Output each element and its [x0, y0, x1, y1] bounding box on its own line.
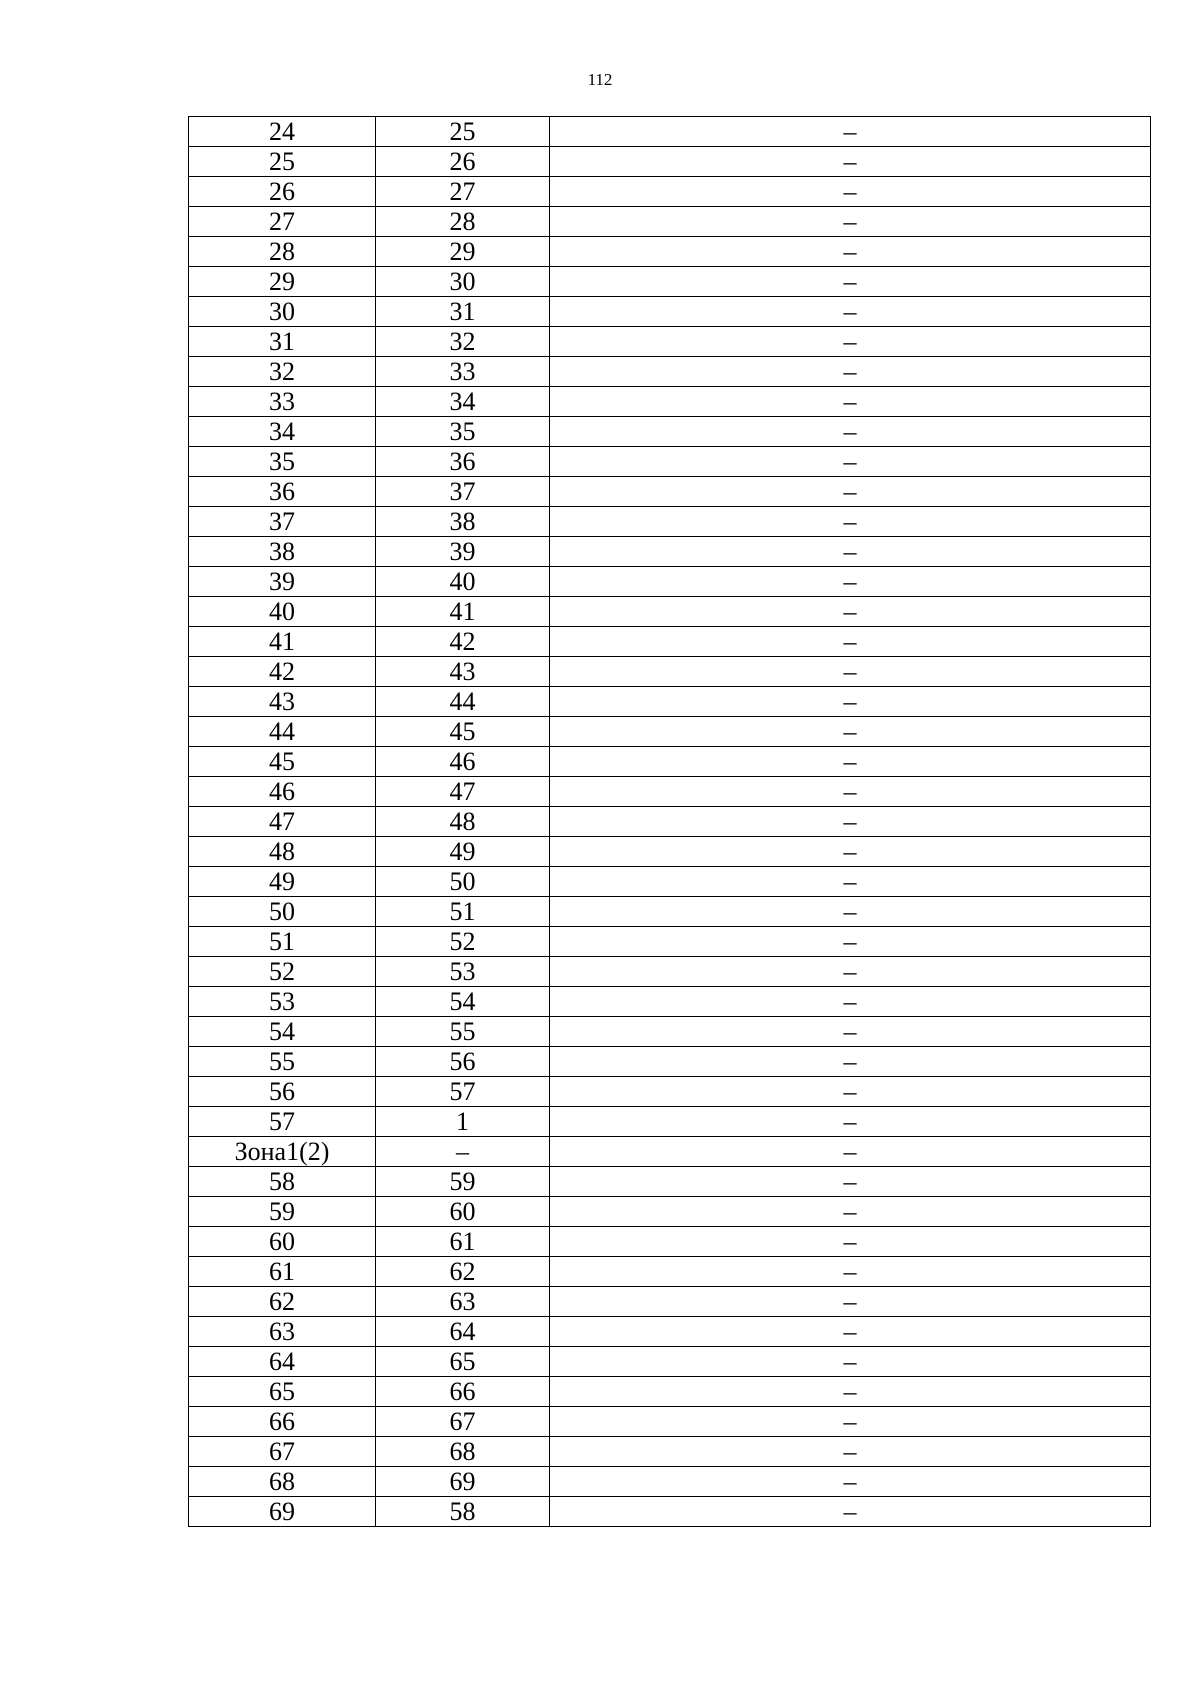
table-row	[189, 867, 1151, 897]
table-row	[189, 1467, 1151, 1497]
cell-to: 69	[376, 1467, 550, 1497]
cell-from: 48	[189, 837, 376, 867]
table-row	[189, 417, 1151, 447]
cell-value: –	[550, 267, 1151, 297]
table-row	[189, 657, 1151, 687]
cell-to: 46	[376, 747, 550, 777]
cell-to: 63	[376, 1287, 550, 1317]
cell-from: 55	[189, 1047, 376, 1077]
table-row	[189, 237, 1151, 267]
cell-value: –	[550, 567, 1151, 597]
cell-value: –	[550, 687, 1151, 717]
cell-value: –	[550, 897, 1151, 927]
cell-to: 66	[376, 1377, 550, 1407]
cell-value: –	[550, 177, 1151, 207]
cell-from: Зона1(2)	[189, 1137, 376, 1167]
cell-to: –	[376, 1137, 550, 1167]
cell-from: 63	[189, 1317, 376, 1347]
table-row	[189, 567, 1151, 597]
data-table-container	[188, 116, 1150, 1527]
cell-value: –	[550, 927, 1151, 957]
cell-from: 41	[189, 627, 376, 657]
cell-from: 68	[189, 1467, 376, 1497]
table-row	[189, 177, 1151, 207]
cell-value: –	[550, 1077, 1151, 1107]
cell-value: –	[550, 1317, 1151, 1347]
cell-value: –	[550, 1467, 1151, 1497]
cell-from: 35	[189, 447, 376, 477]
table-row	[189, 207, 1151, 237]
cell-to: 62	[376, 1257, 550, 1287]
cell-value: –	[550, 1167, 1151, 1197]
cell-value: –	[550, 237, 1151, 267]
cell-from: 69	[189, 1497, 376, 1527]
cell-value: –	[550, 477, 1151, 507]
cell-value: –	[550, 1227, 1151, 1257]
cell-to: 31	[376, 297, 550, 327]
cell-to: 45	[376, 717, 550, 747]
cell-from: 44	[189, 717, 376, 747]
table-row	[189, 147, 1151, 177]
cell-from: 61	[189, 1257, 376, 1287]
cell-to: 56	[376, 1047, 550, 1077]
cell-from: 62	[189, 1287, 376, 1317]
cell-to: 32	[376, 327, 550, 357]
table-row	[189, 447, 1151, 477]
cell-from: 64	[189, 1347, 376, 1377]
cell-from: 57	[189, 1107, 376, 1137]
cell-from: 45	[189, 747, 376, 777]
table-row	[189, 357, 1151, 387]
table-row	[189, 597, 1151, 627]
cell-value: –	[550, 1497, 1151, 1527]
cell-to: 44	[376, 687, 550, 717]
cell-to: 47	[376, 777, 550, 807]
table-row	[189, 1017, 1151, 1047]
table-row	[189, 537, 1151, 567]
cell-to: 53	[376, 957, 550, 987]
cell-to: 64	[376, 1317, 550, 1347]
cell-to: 1	[376, 1107, 550, 1137]
cell-to: 68	[376, 1437, 550, 1467]
cell-value: –	[550, 1377, 1151, 1407]
cell-value: –	[550, 837, 1151, 867]
table-row	[189, 1137, 1151, 1167]
cell-from: 46	[189, 777, 376, 807]
table-row	[189, 1167, 1151, 1197]
cell-to: 30	[376, 267, 550, 297]
cell-from: 53	[189, 987, 376, 1017]
cell-to: 40	[376, 567, 550, 597]
table-row	[189, 1347, 1151, 1377]
cell-from: 37	[189, 507, 376, 537]
cell-from: 28	[189, 237, 376, 267]
cell-from: 67	[189, 1437, 376, 1467]
table-row	[189, 1197, 1151, 1227]
cell-to: 37	[376, 477, 550, 507]
cell-from: 34	[189, 417, 376, 447]
cell-value: –	[550, 1047, 1151, 1077]
table-row	[189, 1317, 1151, 1347]
cell-from: 32	[189, 357, 376, 387]
cell-from: 59	[189, 1197, 376, 1227]
table-row	[189, 747, 1151, 777]
cell-to: 33	[376, 357, 550, 387]
table-row	[189, 327, 1151, 357]
cell-value: –	[550, 1407, 1151, 1437]
table-row	[189, 1287, 1151, 1317]
cell-value: –	[550, 807, 1151, 837]
cell-value: –	[550, 507, 1151, 537]
cell-value: –	[550, 1287, 1151, 1317]
table-row	[189, 1407, 1151, 1437]
cell-value: –	[550, 447, 1151, 477]
cell-value: –	[550, 657, 1151, 687]
cell-to: 48	[376, 807, 550, 837]
cell-to: 58	[376, 1497, 550, 1527]
table-row	[189, 1107, 1151, 1137]
cell-from: 29	[189, 267, 376, 297]
cell-value: –	[550, 1437, 1151, 1467]
cell-value: –	[550, 627, 1151, 657]
cell-from: 27	[189, 207, 376, 237]
table-row	[189, 717, 1151, 747]
cell-from: 51	[189, 927, 376, 957]
cell-to: 27	[376, 177, 550, 207]
cell-from: 54	[189, 1017, 376, 1047]
table-row	[189, 1257, 1151, 1287]
cell-value: –	[550, 1347, 1151, 1377]
cell-to: 36	[376, 447, 550, 477]
cell-from: 40	[189, 597, 376, 627]
table-row	[189, 1497, 1151, 1527]
data-table	[188, 116, 1151, 1527]
cell-value: –	[550, 357, 1151, 387]
cell-from: 33	[189, 387, 376, 417]
cell-from: 25	[189, 147, 376, 177]
table-row	[189, 927, 1151, 957]
cell-value: –	[550, 327, 1151, 357]
cell-to: 41	[376, 597, 550, 627]
cell-to: 39	[376, 537, 550, 567]
cell-to: 26	[376, 147, 550, 177]
table-row	[189, 297, 1151, 327]
cell-to: 49	[376, 837, 550, 867]
cell-from: 36	[189, 477, 376, 507]
cell-to: 42	[376, 627, 550, 657]
table-row	[189, 1077, 1151, 1107]
cell-from: 30	[189, 297, 376, 327]
cell-value: –	[550, 297, 1151, 327]
cell-to: 60	[376, 1197, 550, 1227]
cell-to: 57	[376, 1077, 550, 1107]
cell-value: –	[550, 117, 1151, 147]
cell-from: 56	[189, 1077, 376, 1107]
cell-value: –	[550, 717, 1151, 747]
cell-value: –	[550, 1137, 1151, 1167]
cell-to: 50	[376, 867, 550, 897]
cell-value: –	[550, 537, 1151, 567]
cell-to: 61	[376, 1227, 550, 1257]
page-number: 112	[587, 70, 613, 89]
cell-from: 60	[189, 1227, 376, 1257]
table-row	[189, 387, 1151, 417]
table-row	[189, 507, 1151, 537]
cell-value: –	[550, 987, 1151, 1017]
cell-value: –	[550, 957, 1151, 987]
cell-to: 55	[376, 1017, 550, 1047]
table-row	[189, 1227, 1151, 1257]
table-row	[189, 807, 1151, 837]
cell-to: 52	[376, 927, 550, 957]
cell-from: 26	[189, 177, 376, 207]
cell-to: 29	[376, 237, 550, 267]
cell-from: 24	[189, 117, 376, 147]
cell-to: 43	[376, 657, 550, 687]
cell-to: 59	[376, 1167, 550, 1197]
cell-to: 51	[376, 897, 550, 927]
cell-from: 65	[189, 1377, 376, 1407]
cell-from: 31	[189, 327, 376, 357]
table-row	[189, 687, 1151, 717]
cell-value: –	[550, 387, 1151, 417]
table-row	[189, 1047, 1151, 1077]
cell-from: 52	[189, 957, 376, 987]
cell-from: 58	[189, 1167, 376, 1197]
cell-from: 49	[189, 867, 376, 897]
cell-value: –	[550, 207, 1151, 237]
table-row	[189, 627, 1151, 657]
cell-from: 42	[189, 657, 376, 687]
cell-from: 47	[189, 807, 376, 837]
cell-value: –	[550, 1257, 1151, 1287]
table-row	[189, 987, 1151, 1017]
cell-from: 39	[189, 567, 376, 597]
table-row	[189, 1377, 1151, 1407]
cell-to: 35	[376, 417, 550, 447]
table-row	[189, 957, 1151, 987]
cell-value: –	[550, 867, 1151, 897]
table-row	[189, 117, 1151, 147]
table-row	[189, 837, 1151, 867]
cell-to: 65	[376, 1347, 550, 1377]
table-row	[189, 897, 1151, 927]
cell-value: –	[550, 147, 1151, 177]
cell-to: 67	[376, 1407, 550, 1437]
cell-to: 34	[376, 387, 550, 417]
cell-from: 50	[189, 897, 376, 927]
table-row	[189, 267, 1151, 297]
cell-value: –	[550, 417, 1151, 447]
table-body	[189, 117, 1151, 1527]
cell-value: –	[550, 1107, 1151, 1137]
cell-from: 38	[189, 537, 376, 567]
cell-from: 66	[189, 1407, 376, 1437]
cell-from: 43	[189, 687, 376, 717]
table-row	[189, 1437, 1151, 1467]
cell-value: –	[550, 1197, 1151, 1227]
cell-to: 28	[376, 207, 550, 237]
cell-value: –	[550, 1017, 1151, 1047]
cell-value: –	[550, 777, 1151, 807]
table-row	[189, 477, 1151, 507]
cell-to: 25	[376, 117, 550, 147]
cell-to: 38	[376, 507, 550, 537]
cell-to: 54	[376, 987, 550, 1017]
cell-value: –	[550, 747, 1151, 777]
table-row	[189, 777, 1151, 807]
cell-value: –	[550, 597, 1151, 627]
